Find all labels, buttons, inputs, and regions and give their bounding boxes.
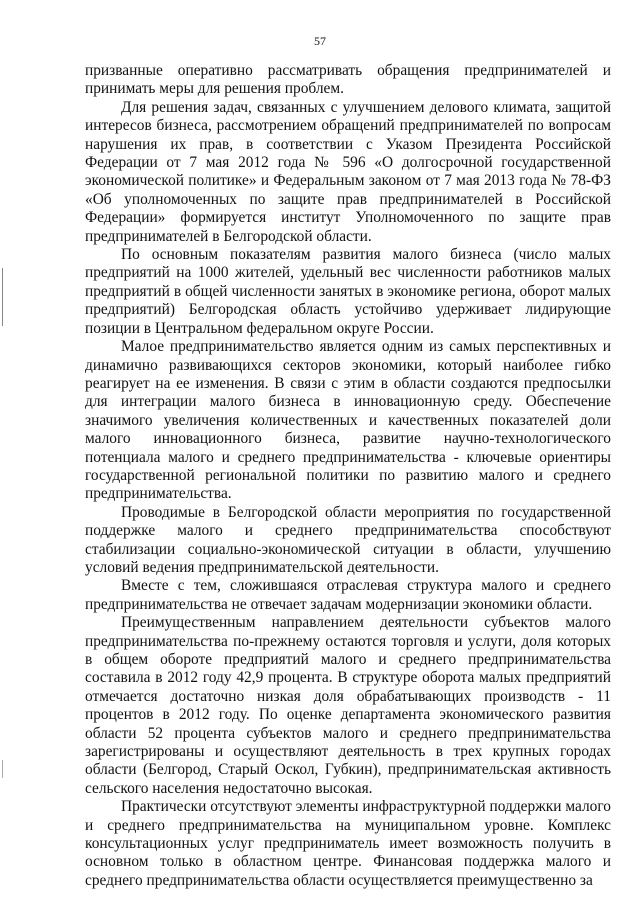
- paragraph-innovation: Малое предпринимательство является одним из самых перспективных и динамично развивающихся секторов экономики, который наиболее гибко реагирует на ее изменения. В связи с этим в области создаются предпосылки для интеграции малого бизнеса в инновационную среду. Обеспечение значимого увеличения количественных и качественных показателей доли малого инновационного бизнеса, развитие научно-технологического потенциала малого и среднего предпринимательства - ключевые ориентиры государственной региональной политики по развитию малого и среднего предпринимательства.: [85, 338, 611, 503]
- paragraph-state-support: Проводимые в Белгородской области мероприятия по государственной поддержке малого и среднего предпринимательства способствуют стабилизации социально-экономической ситуации в области, улучшению условий ведения предпринимательской деятельности.: [85, 503, 611, 576]
- paragraph-trade-services: Преимущественным направлением деятельности субъектов малого предпринимательства по-прежнему остаются торговля и услуги, доля которых в общем обороте предприятий малого и среднего предпринимательства составила в 2012 году 42,9 процента. В структуре оборота малых предприятий отмечается достаточно низкая доля обрабатывающих производств - 11 процентов в 2012 году. По оценке департамента экономического развития области 52 процента субъектов малого и среднего предпринимательства зарегистрированы и осуществляют деятельность в трех крупных городах области (Белгород, Старый Оскол, Губкин), предпринимательская активность сельского населения недостаточно высокая.: [85, 614, 611, 797]
- paragraph-business-ombudsman: Для решения задач, связанных с улучшением делового климата, защитой интересов бизнеса, рассмотрением обращений предпринимателей по вопросам нарушения их прав, в соответствии с Указом Президента Российской Федерации от 7 мая 2012 года № 596 «О долгосрочной государственной экономической политике» и Федеральным законом от 7 мая 2013 года № 78-ФЗ «Об уполномоченных по защите прав предпринимателей в Российской Федерации» формируется институт Уполномоченного по защите прав предпринимателей в Белгородской области.: [85, 98, 611, 245]
- page-number: 57: [314, 34, 326, 48]
- margin-mark: [2, 268, 3, 326]
- paragraph-continuation: призванные оперативно рассматривать обращения предпринимателей и принимать меры для решения проблем.: [85, 62, 611, 98]
- margin-mark: [2, 760, 3, 778]
- paragraph-infrastructure: Практически отсутствуют элементы инфраструктурной поддержки малого и среднего предпринимательства на муниципальном уровне. Комплекс консультационных услуг предприниматель имеет возможность получить в основном только в областном центре. Финансовая поддержка малого и среднего предпринимательства области осуществляется преимущественно за: [85, 798, 611, 889]
- paragraph-sector-structure: Вместе с тем, сложившаяся отраслевая структура малого и среднего предпринимательства не отвечает задачам модернизации экономики области.: [85, 577, 611, 613]
- paragraph-small-business-indicators: По основным показателям развития малого бизнеса (число малых предприятий на 1000 жителей, удельный вес численности работников малых предприятий в общей численности занятых в экономике региона, оборот малых предприятий) Белгородская область устойчиво удерживает лидирующие позиции в Центральном федеральном округе России.: [85, 246, 611, 337]
- body-text: [85, 62, 611, 890]
